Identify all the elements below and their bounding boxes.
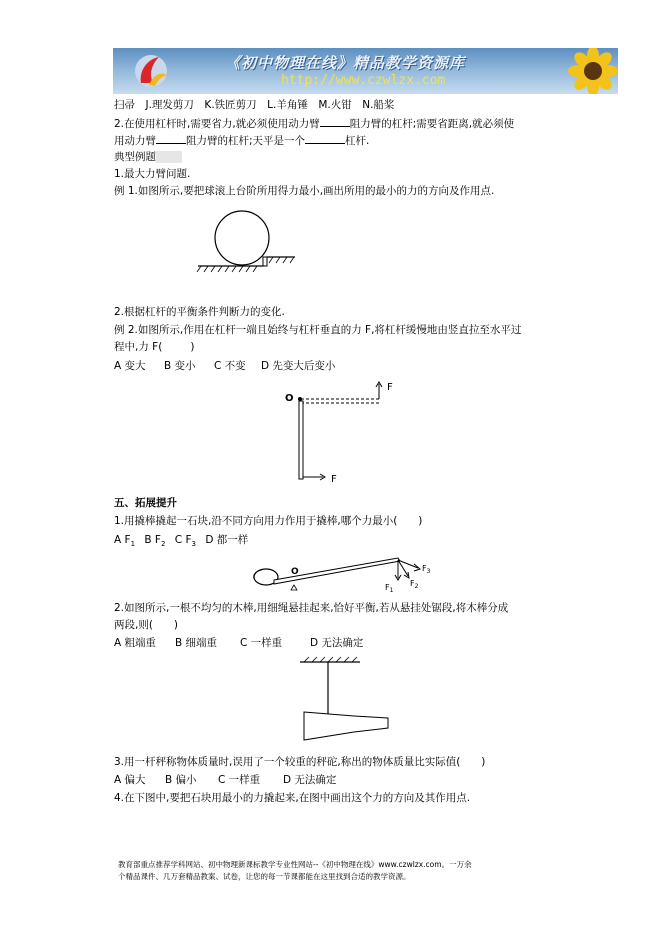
ex2-option-d: D 先变大后变小	[261, 360, 336, 372]
p3-option-a: A 偏大	[114, 774, 146, 786]
header-title: 《初中物理在线》精品教学资源库	[225, 54, 466, 72]
q2-text-b: 阻力臂的杠杆;需要省距离,就必须使	[349, 118, 515, 130]
p1-option-c: C F	[174, 534, 192, 546]
p3-option-c: C 一样重	[218, 774, 261, 786]
sunflower-image	[563, 48, 618, 94]
example-1: 例 1.如图所示,要把球滚上台阶所用得力最小,画出所用的最小的力的方向及作用点.	[114, 185, 495, 197]
force-label-bottom: F	[331, 474, 337, 485]
topic-2: 2.根据杠杆的平衡条件判断力的变化.	[114, 306, 285, 318]
footer-line-1: 教育部重点推荐学科网站、初中物理新课标教学专业性网站--《初中物理在线》www.czwlzx.com。一万余	[118, 860, 472, 869]
p3-option-d: D 无法确定	[283, 774, 337, 786]
q2-text-a: 2.在使用杠杆时,需要省力,就必须使用动力臂	[114, 118, 320, 130]
figure-lever-rotation	[285, 378, 395, 483]
ex2-option-b: B 变小	[164, 360, 196, 372]
p3-option-b: B 偏小	[165, 774, 197, 786]
header-url: http://www.czwlzx.com	[281, 73, 446, 88]
fulcrum	[291, 585, 297, 590]
force-f1-label: $F_1$	[385, 583, 394, 594]
figure-ball-step	[195, 205, 300, 275]
force-f2-label: $F_2$	[410, 579, 419, 590]
p1-option-b: B F	[144, 534, 161, 546]
q2-text-e: 杠杆.	[345, 135, 370, 147]
problem-1: 1.用撬棒撬起一石块,沿不同方向用力作用于撬棒,哪个力最小( )	[114, 515, 423, 527]
site-logo	[131, 53, 171, 89]
q2-text-c: 用动力臂	[114, 135, 156, 147]
example-2-line2	[114, 340, 194, 354]
p1-option-a: A F	[114, 534, 131, 546]
tapered-rod	[304, 712, 388, 740]
step-block	[263, 257, 267, 266]
p2-option-a: A 粗端重	[114, 637, 157, 649]
section-5-heading: 五、拓展提升	[114, 497, 177, 509]
force-label-top: F	[387, 382, 393, 393]
problem-3: 3.用一杆秤称物体质量时,误用了一个较重的秤砣,称出的物体质量比实际值( )	[114, 756, 486, 768]
pivot-label: O	[285, 393, 294, 404]
answer-blank	[305, 132, 345, 144]
p1-option-d: D 都一样	[205, 534, 249, 546]
highlight-box	[156, 151, 182, 163]
paren-close: )	[190, 341, 195, 353]
p2-option-d: D 无法确定	[310, 637, 364, 649]
ceiling-hatching	[304, 657, 357, 662]
example-2-text: 程中,力 F(	[114, 341, 163, 353]
figure-hanging-rod	[296, 656, 396, 744]
problem-2-line2: 两段,则( )	[114, 619, 179, 631]
header-banner	[113, 48, 618, 94]
answer-blank	[156, 132, 186, 144]
typical-label: 典型例题	[114, 151, 156, 163]
ex2-option-c: C 不变	[214, 360, 246, 372]
force-f3-label: $F_3$	[422, 564, 431, 575]
p1-options: A $F_1$ B $F_2$ C $F_3$ D 都一样	[114, 534, 249, 549]
footer-line-2: 个精品课件、几万套精品教案、试卷，让您的每一节课都能在这里找到合适的教学资源。	[118, 872, 411, 881]
example-2-line1: 例 2.如图所示,作用在杠杆一端且始终与杠杆垂直的力 F,将杠杆缓慢地由竖直拉至水平过	[114, 324, 522, 336]
topic-1: 1.最大力臂问题.	[114, 168, 191, 180]
answer-blank	[320, 115, 350, 127]
line-tools: 扫帚 J.理发剪刀 K.铁匠剪刀 L.羊角锤 M.火钳 N.船桨	[114, 99, 395, 111]
question-2-line2	[114, 132, 369, 148]
problem-4: 4.在下图中,要把石块用最小的力撬起来,在图中画出这个力的方向及其作用点.	[114, 792, 471, 804]
vertical-lever	[299, 401, 303, 479]
ex2-option-a: A 变大	[114, 360, 146, 372]
question-2-line1	[114, 115, 514, 131]
typical-examples-heading	[114, 150, 182, 164]
p2-option-c: C 一样重	[240, 637, 283, 649]
q2-text-d: 阻力臂的杠杆;天平是一个	[186, 135, 306, 147]
fulcrum-label: O	[291, 567, 299, 577]
problem-2-line1: 2.如图所示,一根不均匀的木棒,用细绳悬挂起来,恰好平衡,若从悬挂处锯段,将木棒分成	[114, 602, 509, 614]
p2-option-b: B 细端重	[175, 637, 218, 649]
ball	[215, 211, 269, 265]
figure-crowbar	[248, 548, 438, 598]
